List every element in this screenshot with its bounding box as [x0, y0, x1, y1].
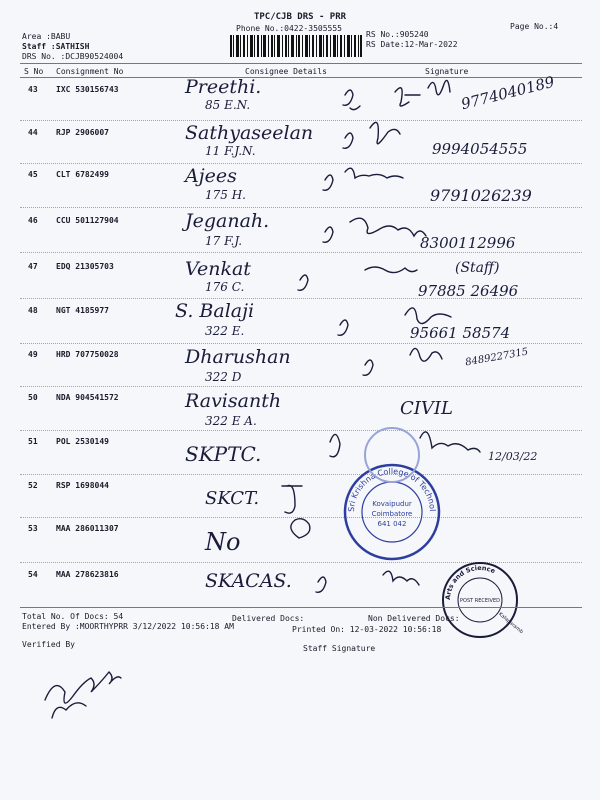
row-consignee-name: Ajees — [185, 165, 237, 187]
arts-stamp-right: Kalaparamb — [497, 611, 525, 636]
row-sno: 50 — [28, 393, 38, 402]
row-consignee-addr: 11 F.J.N. — [205, 144, 256, 158]
row-consignee-name: Ravisanth — [185, 390, 282, 412]
row-divider — [20, 120, 582, 121]
row-consignment: NGT 4185977 — [56, 306, 109, 315]
row-divider — [20, 517, 582, 518]
row-sno: 52 — [28, 481, 38, 490]
rs-date: RS Date:12-Mar-2022 — [366, 40, 458, 49]
row-consignee-name: Venkat — [185, 258, 251, 280]
college-stamp-city: Coimbatore — [371, 510, 413, 518]
row-divider — [20, 163, 582, 164]
row-consignee-name: Sathyaseelan — [185, 122, 314, 144]
row-divider — [20, 386, 582, 387]
row-consignee-addr: 322 E A. — [205, 414, 257, 428]
row-consignment: RSP 1698044 — [56, 481, 109, 490]
row-phone: 95661 58574 — [410, 324, 511, 342]
arts-stamp-center: POST RECEIVED — [460, 598, 500, 604]
row-divider — [20, 207, 582, 208]
row-phone: 8300112996 — [420, 234, 516, 252]
row-sno: 43 — [28, 85, 38, 94]
row-consignee-addr: 176 C. — [205, 280, 245, 294]
row-consignee-name: No — [205, 528, 241, 556]
row-consignee-addr: 175 H. — [205, 188, 246, 202]
row-consignee-name: Jeganah. — [185, 210, 270, 232]
arts-stamp-icon — [440, 560, 525, 640]
row-consignee-name: Dharushan — [185, 346, 291, 368]
row-sno: 48 — [28, 306, 38, 315]
row-phone: 8489227315 — [464, 346, 530, 369]
row-divider — [20, 474, 582, 475]
rs-number: RS No.:905240 — [366, 30, 429, 39]
row-consignee-addr: 322 D — [205, 370, 242, 384]
row-consignment: CCU 501127904 — [56, 216, 119, 225]
college-stamp-mid: Kovaipudur — [372, 500, 412, 508]
barcode-icon — [230, 35, 362, 57]
row-consignee-addr: 85 E.N. — [205, 98, 251, 112]
row-consignee-name: SKPTC. — [185, 442, 262, 466]
row-sno: 49 — [28, 350, 38, 359]
footer-divider — [20, 607, 582, 608]
drs-number: DRS No. :DCJB90524004 — [22, 52, 124, 61]
row-consignment: CLT 6782499 — [56, 170, 109, 179]
faint-stamp-icon — [362, 425, 422, 485]
row-consignment: RJP 2906007 — [56, 128, 109, 137]
document-title: TPC/CJB DRS - PRR — [253, 12, 347, 22]
row-consignee-addr: 17 F.J. — [205, 234, 243, 248]
row-consignee-name: SKCT. — [205, 488, 260, 509]
row-phone: CIVIL — [400, 398, 453, 419]
row-phone: 9791026239 — [430, 186, 532, 205]
total-docs: Total No. Of Docs: 54 — [22, 612, 124, 621]
row-consignment: MAA 278623816 — [56, 570, 119, 579]
row-sno: 54 — [28, 570, 38, 579]
staff-label: Staff :SATHISH — [22, 42, 90, 51]
staff-note: (Staff) — [455, 260, 500, 276]
college-stamp-pin: 641 042 — [377, 520, 407, 528]
row-consignment: POL 2530149 — [56, 437, 109, 446]
arts-stamp-top: Arts and Science — [443, 563, 497, 601]
phone-number: Phone No.:0422-3505555 — [236, 24, 342, 33]
header-divider-top — [20, 63, 582, 64]
row-consignment: IXC 530156743 — [56, 85, 119, 94]
row-sno: 45 — [28, 170, 38, 179]
header-divider-bottom — [20, 77, 582, 78]
printed-on: Printed On: 12-03-2022 10:56:18 — [292, 625, 442, 634]
col-sno: S No — [24, 67, 44, 76]
row-consignee-name: Preethi. — [185, 76, 262, 98]
row-divider — [20, 430, 582, 431]
col-signature: Signature — [425, 67, 469, 76]
row-phone: 97885 26496 — [418, 282, 519, 300]
row-consignment: MAA 286011307 — [56, 524, 119, 533]
row-divider — [20, 298, 582, 299]
col-consignment: Consignment No — [56, 67, 124, 76]
row-consignee-name: S. Balaji — [175, 300, 255, 322]
college-stamp-top: Sri Krishna College of Technology — [339, 455, 438, 513]
row-sno: 46 — [28, 216, 38, 225]
delivery-date: 12/03/22 — [488, 450, 538, 463]
col-consignee: Consignee Details — [245, 67, 327, 76]
staff-signature-label: Staff Signature — [303, 644, 376, 653]
row-divider — [20, 252, 582, 253]
row-divider — [20, 343, 582, 344]
row-consignee-addr: 322 E. — [205, 324, 245, 338]
row-phone: 9774040189 — [459, 72, 557, 114]
row-phone: 9994054555 — [432, 140, 528, 158]
svg-text:Arts and Science — [444, 564, 497, 600]
row-consignment: NDA 904541572 — [56, 393, 119, 402]
verified-by: Verified By — [22, 640, 75, 649]
row-sno: 53 — [28, 524, 38, 533]
row-consignment: EDQ 21305703 — [56, 262, 114, 271]
area-label: Area :BABU — [22, 32, 71, 41]
row-consignment: HRD 707750028 — [56, 350, 119, 359]
row-sno: 51 — [28, 437, 38, 446]
page-number: Page No.:4 — [510, 22, 559, 31]
row-consignee-name: SKACAS. — [205, 570, 292, 592]
row-sno: 44 — [28, 128, 38, 137]
delivered-docs: Delivered Docs: — [232, 614, 305, 623]
row-sno: 47 — [28, 262, 38, 271]
non-delivered-docs: Non Delivered Docs: — [368, 614, 460, 623]
entered-by: Entered By :MOORTHYPRR 3/12/2022 10:56:18 AM — [22, 622, 234, 631]
